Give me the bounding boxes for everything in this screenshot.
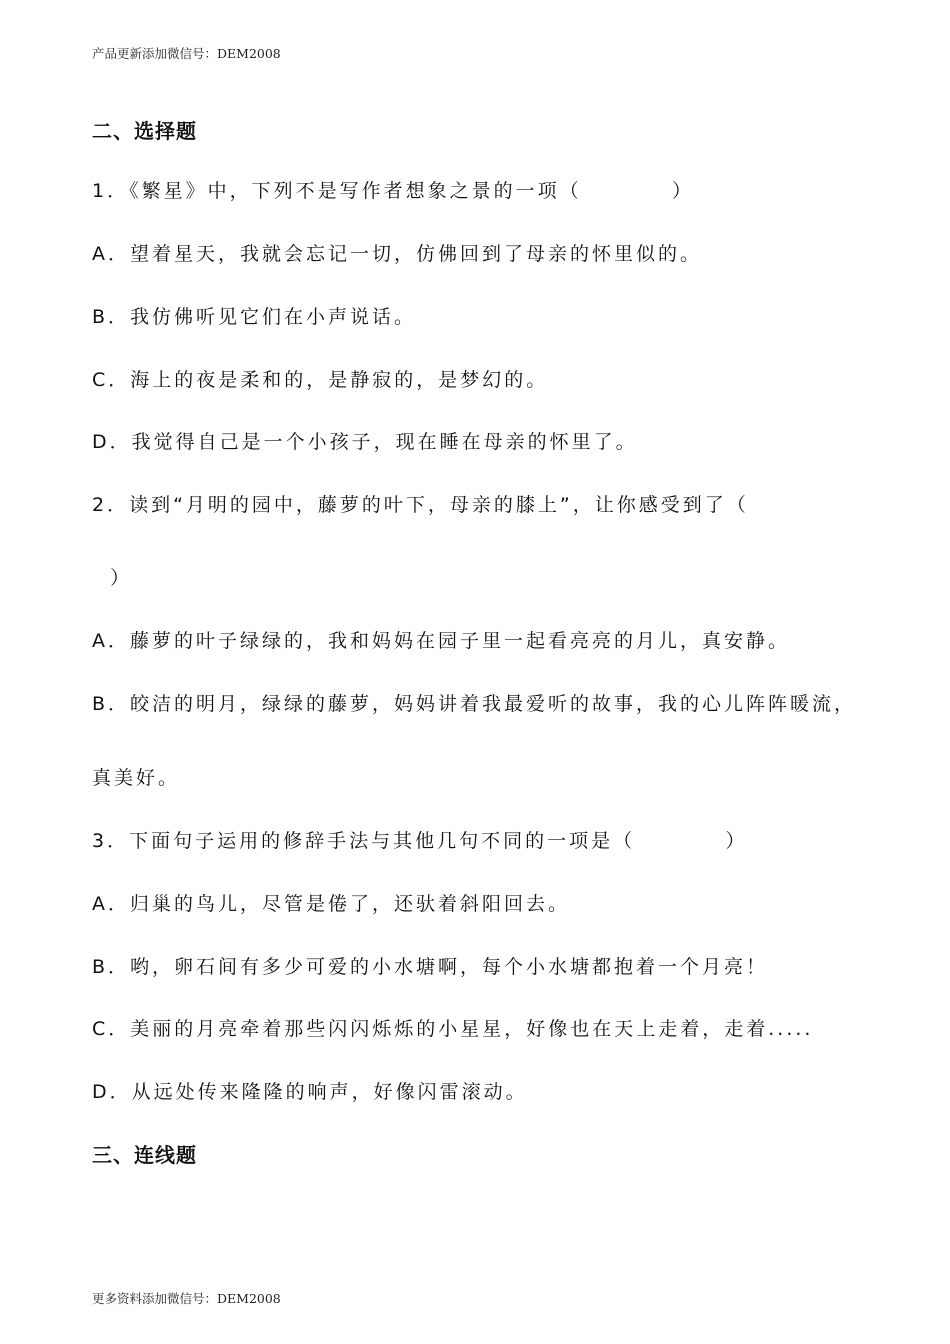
page-footer: 更多资料添加微信号：DEM2008 (92, 1291, 281, 1306)
question-1-option-c: C．海上的夜是柔和的，是静寂的，是梦幻的。 (92, 369, 549, 391)
question-2-option-a: A．藤萝的叶子绿绿的，我和妈妈在园子里一起看亮亮的月儿，真安静。 (92, 630, 790, 652)
question-3-option-a: A．归巢的鸟儿，尽管是倦了，还驮着斜阳回去。 (92, 893, 570, 915)
question-1-stem: 1．《繁星》中，下列不是写作者想象之景的一项（ ） (92, 180, 694, 202)
question-2-stem: 2．读到“月明的园中，藤萝的叶下，母亲的膝上”，让你感受到了（ (92, 494, 749, 516)
question-2-stem-continued: ） (92, 567, 133, 589)
question-3-option-b: B．哟，卵石间有多少可爱的小水塘啊，每个小水塘都抱着一个月亮！ (92, 956, 769, 978)
question-3-option-d: D．从远处传来隆隆的响声，好像闪雷滚动。 (92, 1081, 528, 1103)
question-1-option-d: D．我觉得自己是一个小孩子，现在睡在母亲的怀里了。 (92, 431, 638, 453)
question-3-option-c: C．美丽的月亮牵着那些闪闪烁烁的小星星，好像也在天上走着，走着..... (92, 1018, 814, 1040)
question-1-option-b: B．我仿佛听见它们在小声说话。 (92, 306, 417, 328)
section-title-choice: 二、选择题 (92, 119, 197, 143)
page-header: 产品更新添加微信号：DEM2008 (92, 46, 281, 61)
question-2-option-b-continued: 真美好。 (92, 767, 181, 789)
question-2-option-b: B．皎洁的明月，绿绿的藤萝，妈妈讲着我最爱听的故事，我的心儿阵阵暖流， (92, 693, 857, 715)
question-1-option-a: A．望着星天，我就会忘记一切，仿佛回到了母亲的怀里似的。 (92, 243, 702, 265)
question-3-stem: 3．下面句子运用的修辞手法与其他几句不同的一项是（ ） (92, 830, 748, 852)
section-title-matching: 三、连线题 (92, 1143, 197, 1167)
